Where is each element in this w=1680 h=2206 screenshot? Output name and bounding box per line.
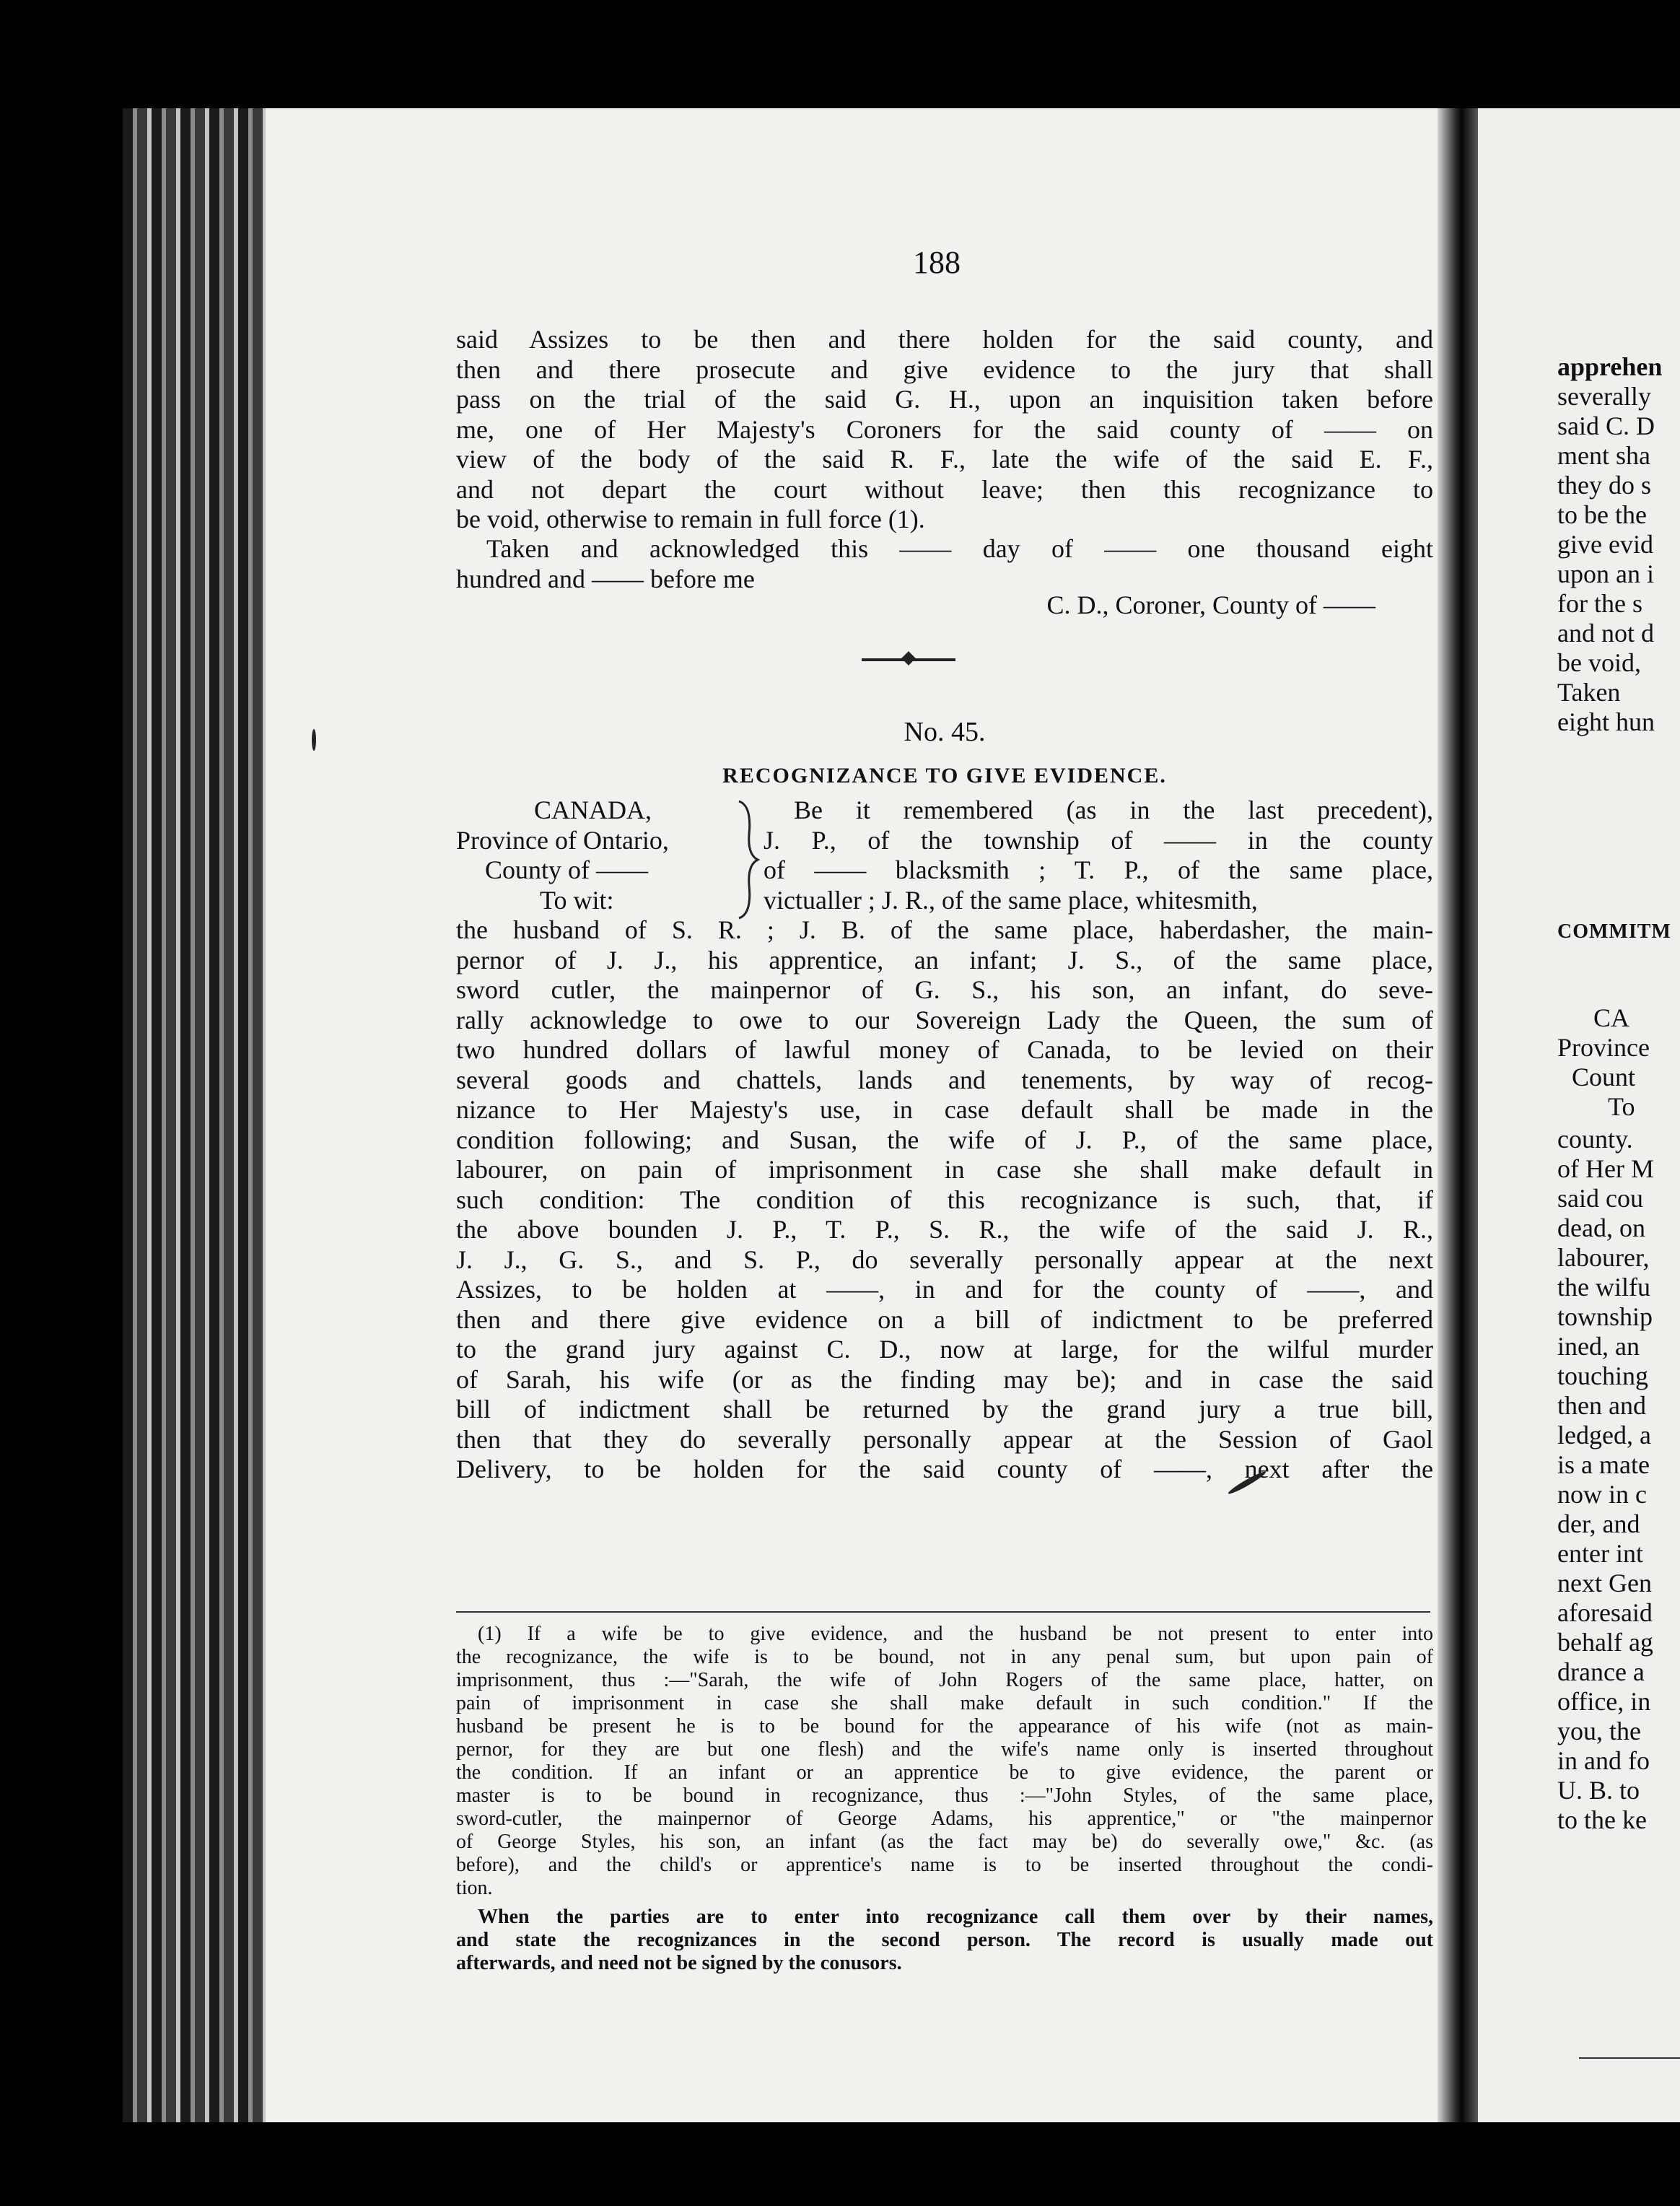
paragraph-line: then and there prosecute and give evidence to the jury that shall [456,354,1433,384]
right-page-line: ledged, a [1557,1421,1651,1449]
acknowledgement-line: Taken and acknowledged this —— day of —— one thousand eight [486,534,1433,563]
book-page-edges [123,108,267,2122]
top-paragraph [456,325,1433,535]
venue-text-line: of —— blacksmith ; T. P., of the same place, [764,855,1433,884]
right-page-line: Province [1557,1033,1650,1062]
footnote-line: pernor, for they are but one flesh) and the wife's name only is inserted throughout [456,1738,1433,1761]
body-line: then that they do severally personally appear at the Session of Gaol [456,1424,1433,1454]
venue-block [456,795,745,915]
venue-text-line: Be it remembered (as in the last precedent), [794,795,1433,824]
body-line: two hundred dollars of lawful money of Canada, to be levied on their [456,1035,1433,1064]
body-line: the husband of S. R. ; J. B. of the same place, haberdasher, the main- [456,915,1433,944]
body-line: several goods and chattels, lands and tenements, by way of recog- [456,1065,1433,1094]
body-line: of Sarah, his wife (or as the finding may be); and in case the said [456,1364,1433,1394]
body-line: sword cutler, the mainpernor of G. S., his son, an infant, do seve- [456,975,1433,1004]
venue-text [764,795,1433,915]
right-page-line: eight hun [1557,707,1655,736]
body-line: Delivery, to be holden for the said county of ——, next after the [456,1455,1433,1483]
venue-line: To wit: [540,885,614,915]
paragraph-line: pass on the trial of the said G. H., upon an inquisition taken before [456,385,1433,414]
venue-text-line: victualler ; J. R., of the same place, whitesmith, [764,885,1258,915]
body-line: pernor of J. J., his apprentice, an infant; J. S., of the same place, [456,945,1433,975]
paragraph-line: be void, otherwise to remain in full force (1). [456,505,925,533]
right-page-line: for the s [1557,589,1642,618]
right-heading: COMMITM [1557,920,1671,943]
body-line: then and there give evidence on a bill of indictment to be preferred [456,1304,1433,1334]
right-page-line: Count [1572,1063,1636,1091]
right-page-line: and not d [1557,619,1654,648]
footnote-rule [456,1611,1430,1613]
venue-text-line: J. P., of the township of —— in the county [764,825,1433,855]
right-page-line: then and [1557,1391,1646,1420]
footnote-line: master is to be bound in recognizance, thus :—"John Styles, of the same place, [456,1784,1433,1807]
right-page-line: aforesaid [1557,1598,1653,1627]
right-page-line: office, in [1557,1687,1651,1716]
right-page-line: they do s [1557,471,1651,500]
page-speck [312,729,316,751]
footnote-line: When the parties are to enter into recognizance call them over by their names, [478,1906,1433,1928]
footnote-line: the condition. If an infant or an apprentice be to give evidence, the parent or [456,1761,1433,1784]
right-page-line: you, the [1557,1717,1641,1745]
right-page-line: next Gen [1557,1569,1652,1597]
right-page-line: enter int [1557,1539,1643,1568]
body-line: J. J., G. S., and S. P., do severally personally appear at the next [456,1244,1433,1274]
right-page-line: drance a [1557,1657,1645,1686]
recognizance-body [456,915,1433,1485]
right-body [1557,1125,1680,1835]
right-page-line: said cou [1557,1184,1643,1213]
footnote-1 [456,1623,1433,1900]
form-heading: RECOGNIZANCE TO GIVE EVIDENCE. [722,764,1167,788]
right-page-line: upon an i [1557,559,1654,588]
page-number: 188 [913,245,961,280]
right-page-line: behalf ag [1557,1628,1653,1657]
footnote-line: afterwards, and need not be signed by the conusors. [456,1952,902,1974]
form-number: No. 45. [904,717,986,747]
body-line: nizance to Her Majesty's use, in case default shall be made in the [456,1095,1433,1124]
body-line: Assizes, to be holden at ——, in and for the county of ——, and [456,1275,1433,1304]
venue-line: County of —— [485,855,649,884]
footnote-line: and state the recognizances in the second person. The record is usually made out [456,1929,1433,1951]
right-page-line: apprehen [1557,352,1663,381]
right-page-line: to the ke [1557,1805,1647,1834]
paragraph-line: and not depart the court without leave; then this recognizance to [456,474,1433,504]
acknowledgement-line: hundred and —— before me [456,564,755,593]
right-page-line: to be the [1557,500,1647,529]
paragraph-line: view of the body of the said R. F., late the wife of the said E. F., [456,445,1433,474]
right-page [1478,108,1680,2122]
footnote-line: before), and the child's or apprentice's name is to be inserted throughout the condi- [456,1854,1433,1876]
right-rule [1579,2057,1680,2059]
right-page-line: U. B. to [1557,1776,1640,1805]
right-page-line: give evid [1557,530,1653,559]
footnote-line: sword-cutler, the mainpernor of George Adams, his apprentice," or "the mainpernor [456,1808,1433,1830]
footnote-line: husband be present he is to be bound for the appearance of his wife (not as main- [456,1715,1433,1738]
body-line: the above bounden J. P., T. P., S. R., the wife of the said J. R., [456,1215,1433,1244]
right-page-line: ined, an [1557,1332,1640,1361]
venue-line: CANADA, [534,795,652,824]
venue-brace [733,798,762,921]
right-page-line: CA [1593,1003,1630,1032]
footnote-line: imprisonment, thus :—"Sarah, the wife of John Rogers of the same place, hatter, on [456,1669,1433,1691]
right-page-line: labourer, [1557,1243,1650,1272]
body-line: bill of indictment shall be returned by the grand jury a true bill, [456,1395,1433,1424]
right-page-line: of Her M [1557,1154,1654,1183]
footnote-line: pain of imprisonment in case she shall make default in such condition." If the [456,1692,1433,1714]
paragraph-line: said Assizes to be then and there holden for the said county, and [456,325,1433,354]
right-page-line: now in c [1557,1480,1647,1509]
right-page-line: Taken [1557,678,1621,707]
footnote-line: the recognizance, the wife is to be bound, not in any penal sum, but upon pain of [456,1646,1433,1668]
right-page-line: dead, on [1557,1213,1645,1242]
right-venue [1557,1003,1680,1122]
right-page-line: ment sha [1557,441,1650,470]
right-page-line: der, and [1557,1509,1640,1538]
body-line: labourer, on pain of imprisonment in case she shall make default in [456,1155,1433,1184]
right-page-line: To [1608,1092,1635,1121]
body-line: condition following; and Susan, the wife of J. P., of the same place, [456,1125,1433,1154]
venue-line: Province of Ontario, [456,825,669,855]
right-page-line: said C. D [1557,411,1655,440]
body-line: to the grand jury against C. D., now at large, for the wilful murder [456,1335,1433,1364]
right-page-line: touching [1557,1361,1648,1390]
coroner-signature: C. D., Coroner, County of —— [1046,590,1375,619]
body-line: rally acknowledge to owe to our Sovereign Lady the Queen, the sum of [456,1005,1433,1034]
footnote-line: of George Styles, his son, an infant (as the fact may be) do severally owe," &c. (as [456,1831,1433,1853]
body-line: such condition: The condition of this recognizance is such, that, if [456,1185,1433,1214]
right-top-lines [1557,352,1680,737]
right-page-line: be void, [1557,648,1641,677]
coroner-signature-block [456,590,1433,621]
footnote-line: tion. [456,1877,493,1899]
footnote-line: (1) If a wife be to give evidence, and the husband be not present to enter into [478,1623,1433,1645]
book-gutter [1438,108,1478,2122]
footnote-2 [456,1906,1433,1975]
right-page-line: the wilfu [1557,1273,1650,1302]
right-page-line: is a mate [1557,1450,1650,1479]
right-page-line: county. [1557,1125,1633,1154]
right-page-line: in and fo [1557,1746,1650,1775]
right-page-line: township [1557,1302,1653,1331]
paragraph-line: me, one of Her Majesty's Coroners for the said county of —— on [456,414,1433,444]
right-page-line: severally [1557,382,1651,411]
section-divider [862,658,955,661]
left-page [266,108,1438,2122]
acknowledgement-lines [456,534,1433,594]
